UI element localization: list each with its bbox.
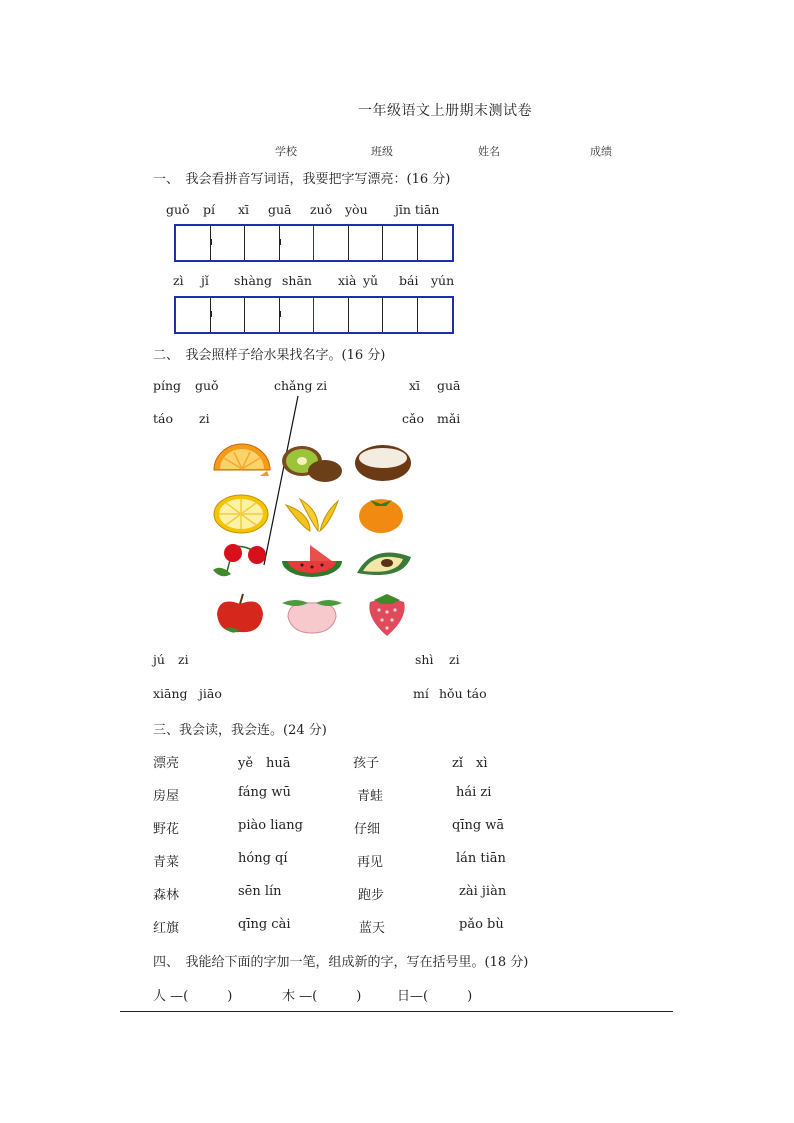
watermelon-icon[interactable]	[280, 543, 344, 579]
section2-heading: 二、 我会照样子给水果找名字。(16 分)	[153, 348, 386, 363]
fruit-label: mí	[413, 686, 429, 701]
page-title: 一年级语文上册期末测试卷	[358, 103, 532, 119]
fruit-label: píng	[153, 378, 182, 393]
fruit-label: hǒu táo	[439, 686, 487, 701]
pinyin: xī	[238, 202, 250, 217]
pinyin: jīn tiān	[395, 202, 440, 217]
word[interactable]: 森林	[153, 888, 180, 903]
fruit-label: jiāo	[199, 686, 222, 701]
pinyin[interactable]: hái zi	[456, 785, 492, 800]
banana-icon[interactable]	[280, 493, 342, 535]
pinyin[interactable]: sēn lín	[238, 884, 282, 899]
add-stroke-item[interactable]: 人 —( )	[153, 989, 233, 1004]
pinyin: jǐ	[201, 273, 209, 288]
pinyin[interactable]: fáng wū	[238, 785, 291, 800]
pinyin[interactable]: yě huā	[238, 756, 291, 771]
pinyin: guā	[268, 202, 292, 217]
word[interactable]: 青菜	[153, 855, 180, 870]
pinyin[interactable]: pǎo bù	[459, 917, 504, 932]
pinyin[interactable]: zǐ xì	[452, 756, 488, 771]
pinyin: shān	[282, 273, 312, 288]
fruit-label: xiāng	[153, 686, 188, 701]
fruit-label: chǎng zi	[274, 378, 328, 393]
fruit-label: jú	[153, 652, 165, 667]
fruit-label: mǎi	[437, 411, 461, 426]
word[interactable]: 漂亮	[153, 756, 180, 771]
fruit-label: zi	[178, 652, 189, 667]
word[interactable]: 跑步	[358, 888, 385, 903]
word[interactable]: 红旗	[153, 921, 180, 936]
word[interactable]: 孩子	[353, 756, 380, 771]
fruit-label: zi	[199, 411, 210, 426]
pinyin: xià	[338, 273, 357, 288]
word[interactable]: 青蛙	[357, 789, 384, 804]
page-divider	[120, 1011, 673, 1012]
school-label: 学校	[275, 145, 297, 158]
persimmon-icon[interactable]	[356, 492, 406, 534]
word[interactable]: 野花	[153, 822, 180, 837]
kiwi-icon[interactable]	[280, 442, 345, 484]
fruit-label: xī	[409, 378, 421, 393]
section3-heading: 三、我会读，我会连。(24 分)	[153, 723, 327, 738]
strawberry-icon[interactable]	[364, 590, 410, 638]
coconut-icon[interactable]	[354, 443, 412, 483]
pinyin: shàng	[234, 273, 272, 288]
cherry-icon[interactable]	[211, 542, 271, 582]
pinyin: yòu	[345, 202, 368, 217]
word[interactable]: 蓝天	[359, 921, 386, 936]
word[interactable]: 房屋	[153, 789, 180, 804]
name-label: 姓名	[478, 145, 500, 158]
fruit-label: shì	[415, 652, 434, 667]
pinyin[interactable]: hóng qí	[238, 851, 288, 866]
class-label: 班级	[371, 145, 393, 158]
score-label: 成绩	[590, 145, 612, 158]
pinyin[interactable]: piào liang	[238, 818, 303, 833]
lemon-icon[interactable]	[212, 493, 270, 535]
orange-slice-icon[interactable]	[212, 440, 272, 480]
pinyin[interactable]: lán tiān	[456, 851, 506, 866]
fruit-label: guā	[437, 378, 461, 393]
add-stroke-item[interactable]: 日—( )	[397, 989, 473, 1004]
pinyin: zuǒ	[310, 202, 333, 217]
fruit-label: cǎo	[402, 411, 424, 426]
fruit-label: guǒ	[195, 378, 219, 393]
add-stroke-item[interactable]: 木 —( )	[282, 989, 362, 1004]
section4-heading: 四、 我能给下面的字加一笔，组成新的字，写在括号里。(18 分)	[153, 955, 529, 970]
peach-icon[interactable]	[280, 595, 344, 635]
pinyin: guǒ	[166, 202, 190, 217]
pinyin: bái	[399, 273, 419, 288]
fruit-label: zi	[449, 652, 460, 667]
pinyin: yǔ	[363, 273, 379, 288]
apple-icon[interactable]	[213, 592, 267, 636]
fruit-label: táo	[153, 411, 174, 426]
pinyin[interactable]: qīng wā	[452, 818, 505, 833]
word[interactable]: 再见	[357, 855, 384, 870]
pinyin[interactable]: zài jiàn	[459, 884, 507, 899]
mango-icon[interactable]	[353, 543, 415, 583]
pinyin[interactable]: qīng cài	[238, 917, 291, 932]
pinyin: zì	[173, 273, 184, 288]
pinyin: yún	[431, 273, 455, 288]
word[interactable]: 仔细	[354, 822, 381, 837]
section1-heading: 一、 我会看拼音写词语，我要把字写漂亮：(16 分)	[153, 172, 451, 187]
pinyin: pí	[203, 202, 215, 217]
